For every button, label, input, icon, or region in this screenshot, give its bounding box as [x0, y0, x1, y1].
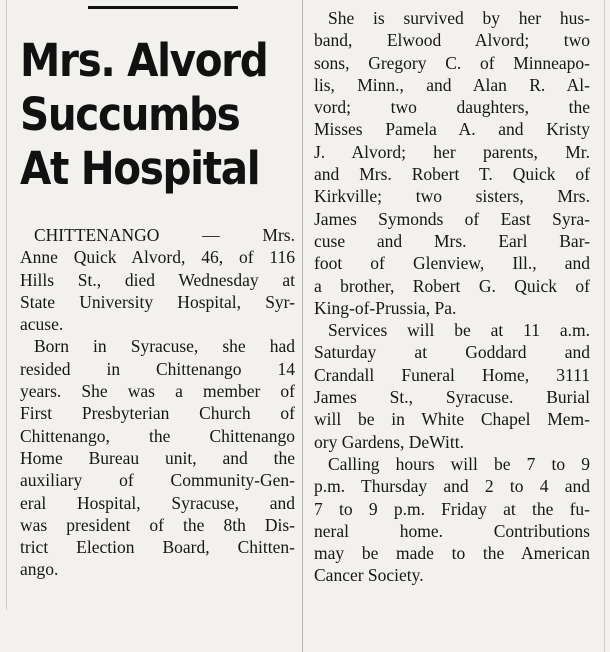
text-line: will be in White Chapel Mem-: [314, 409, 590, 430]
paragraph-biography: [20, 335, 295, 580]
text-line: vord; two daughters, the: [314, 97, 590, 118]
text-line: years. She was a member of: [20, 381, 295, 402]
text-line: acuse.: [20, 314, 64, 335]
headline-line: At Hospital: [20, 142, 260, 195]
text-line: J. Alvord; her parents, Mr.: [314, 141, 590, 162]
headline-line: Mrs. Alvord: [20, 34, 268, 87]
paragraph-dateline: [20, 224, 295, 335]
text-line: Born in Syracuse, she had: [34, 336, 295, 357]
left-column-text: [20, 224, 295, 581]
text-line: Services will be at 11 a.m.: [328, 320, 590, 341]
text-line: State University Hospital, Syr-: [20, 291, 295, 312]
text-line: eral Hospital, Syracuse, and: [20, 492, 295, 513]
column-border-left: [6, 0, 7, 610]
text-line: She is survived by her hus-: [328, 8, 590, 28]
text-line: Kirkville; two sisters, Mrs.: [314, 186, 590, 207]
text-line: First Presbyterian Church of: [20, 403, 295, 424]
column-border-right: [604, 0, 605, 652]
text-line: band, Elwood Alvord; two: [314, 30, 590, 51]
text-line: Anne Quick Alvord, 46, of 116: [20, 247, 295, 268]
paragraph-services: [314, 319, 590, 453]
text-line: 7 to 9 p.m. Friday at the fu-: [314, 498, 590, 519]
text-line: CHITTENANGO — Mrs.: [34, 225, 295, 245]
text-line: trict Election Board, Chitten-: [20, 537, 295, 558]
text-line: King-of-Prussia, Pa.: [314, 297, 457, 318]
paragraph-survivors: [314, 7, 590, 319]
text-line: resided in Chittenango 14: [20, 358, 295, 379]
text-line: auxiliary of Community-Gen-: [20, 470, 295, 491]
text-line: Saturday at Goddard and: [314, 342, 590, 363]
headline: [20, 34, 268, 196]
column-divider: [302, 0, 303, 652]
text-line: Calling hours will be 7 to 9: [328, 453, 590, 474]
text-line: Crandall Funeral Home, 3111: [314, 364, 590, 385]
text-line: Chittenango, the Chittenango: [20, 425, 295, 446]
text-line: Misses Pamela A. and Kristy: [314, 119, 590, 140]
text-line: foot of Glenview, Ill., and: [314, 253, 590, 274]
text-line: neral home. Contributions: [314, 520, 590, 541]
headline-rule: [88, 6, 238, 9]
text-line: may be made to the American: [314, 543, 590, 564]
text-line: ory Gardens, DeWitt.: [314, 431, 464, 452]
right-column-text: [314, 7, 590, 587]
paragraph-calling-hours: [314, 453, 590, 587]
text-line: James St., Syracuse. Burial: [314, 387, 590, 408]
text-line: Home Bureau unit, and the: [20, 447, 295, 468]
text-line: lis, Minn., and Alan R. Al-: [314, 74, 590, 95]
text-line: and Mrs. Robert T. Quick of: [314, 164, 590, 185]
text-line: Hills St., died Wednesday at: [20, 269, 295, 290]
text-line: a brother, Robert G. Quick of: [314, 275, 590, 296]
text-line: sons, Gregory C. of Minneapo-: [314, 52, 590, 73]
text-line: p.m. Thursday and 2 to 4 and: [314, 476, 590, 497]
headline-line: Succumbs: [20, 88, 240, 141]
text-line: cuse and Mrs. Earl Bar-: [314, 230, 590, 251]
text-line: was president of the 8th Dis-: [20, 514, 295, 535]
text-line: James Symonds of East Syra-: [314, 208, 590, 229]
text-line: ango.: [20, 559, 59, 580]
text-line: Cancer Society.: [314, 565, 424, 586]
